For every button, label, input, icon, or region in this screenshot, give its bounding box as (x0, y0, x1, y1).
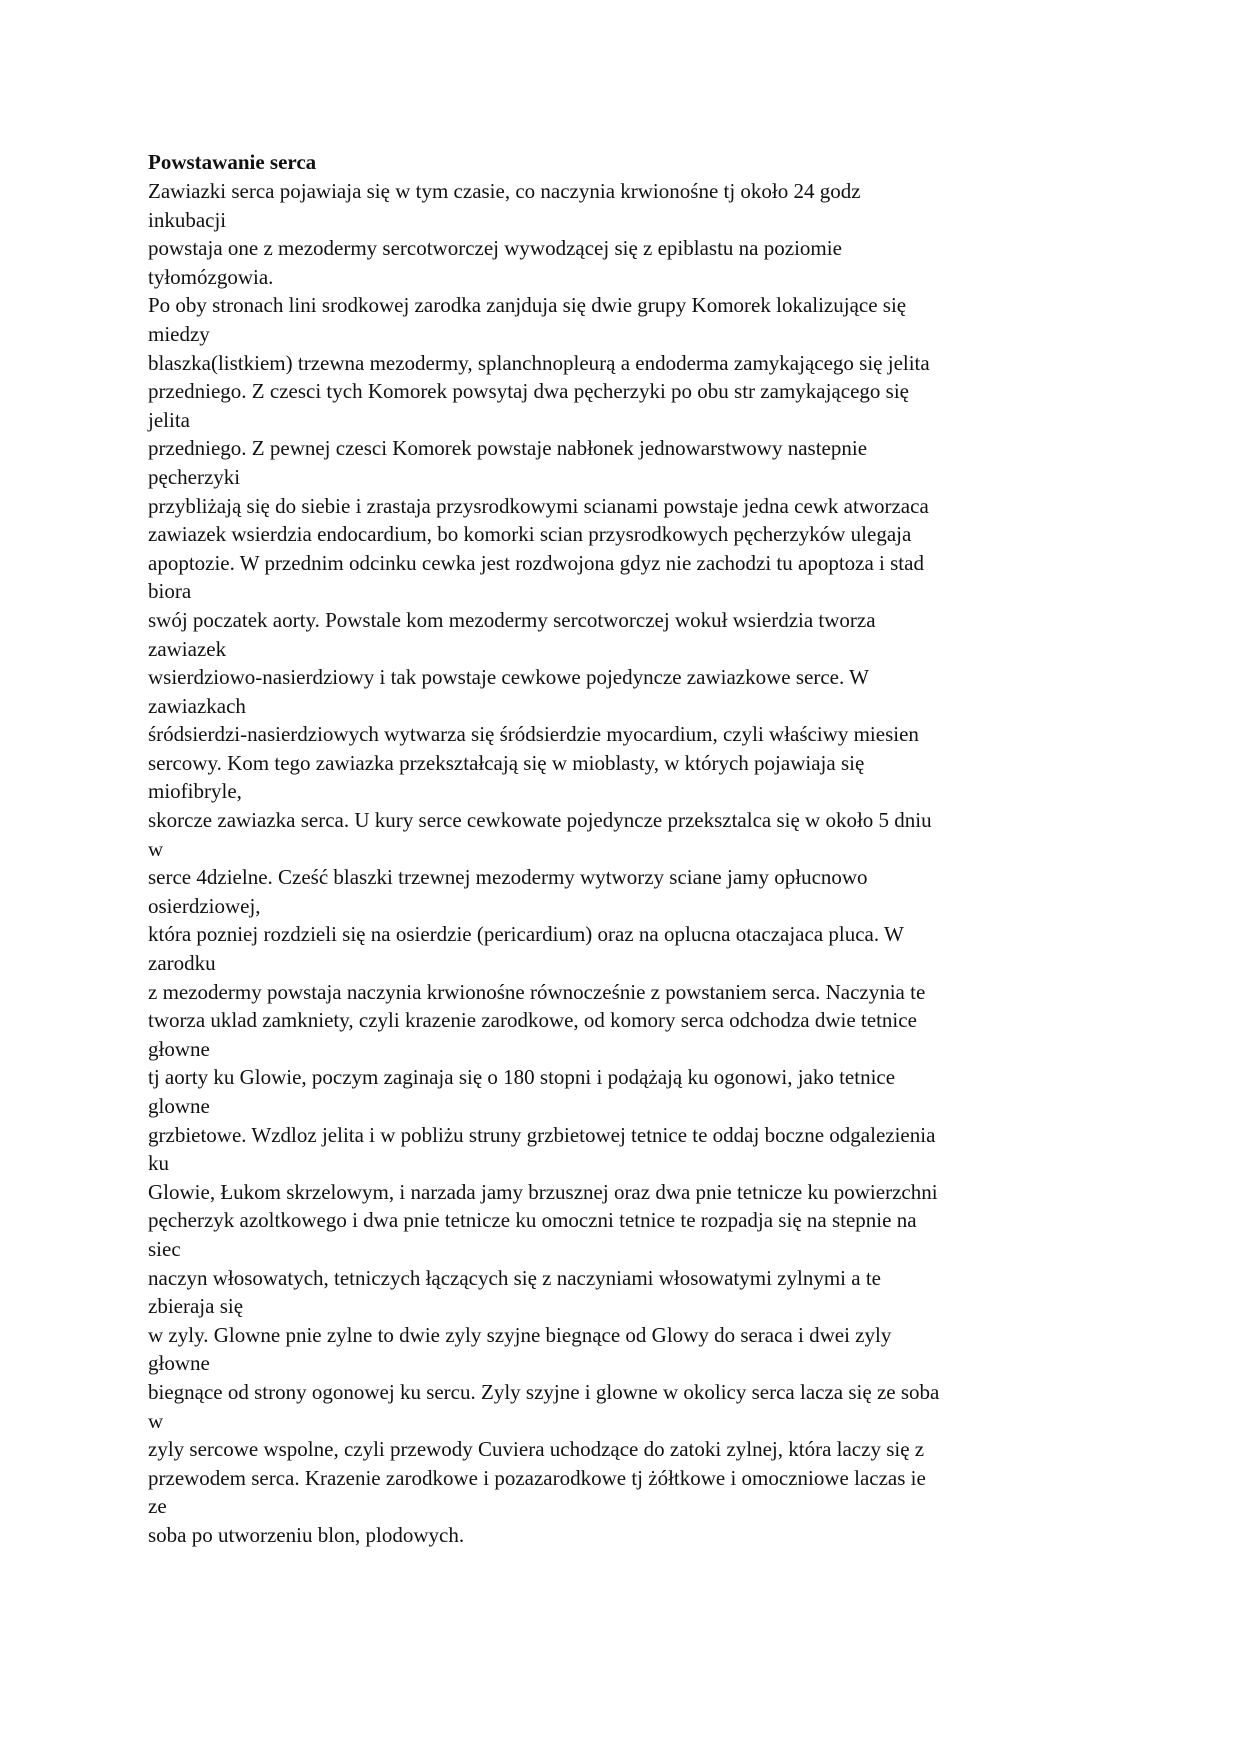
text-line: powstaja one z mezodermy sercotworczej wywodzącej się z epiblastu na poziomie (148, 236, 842, 261)
text-line: ku (148, 1151, 169, 1176)
text-line: pęcherzyk azoltkowego i dwa pnie tetnicze ku omoczni tetnice te rozpadja się na stepnie na (148, 1208, 917, 1233)
text-line: naczyn włosowatych, tetniczych łączących się z naczyniami włosowatymi zylnymi a te (148, 1265, 881, 1290)
text-line: ze (148, 1494, 167, 1519)
text-line: sercowy. Kom tego zawiazka przekształcają się w mioblasty, w których pojawiaja się (148, 750, 865, 775)
text-line: tworza uklad zamkniety, czyli krazenie zarodkowe, od komory serca odchodza dwie tetnice (148, 1008, 917, 1033)
text-line: głowne (148, 1036, 210, 1061)
text-line: przedniego. Z pewnej czesci Komorek powstaje nabłonek jednowarstwowy nastepnie (148, 436, 868, 461)
text-line: miofibryle, (148, 779, 242, 804)
text-line: grzbietowe. Wzdloz jelita i w pobliżu struny grzbietowej tetnice te oddaj boczne odgalezienia (148, 1122, 936, 1147)
text-line: osierdziowej, (148, 893, 261, 918)
text-line: skorcze zawiazka serca. U kury serce cewkowate pojedyncze przeksztalca się w około 5 dniu (148, 808, 932, 833)
text-line: w (148, 836, 164, 861)
text-line: przewodem serca. Krazenie zarodkowe i pozazarodkowe tj żółtkowe i omoczniowe laczas ie (148, 1465, 926, 1490)
document-text (148, 177, 1098, 1550)
text-line: zawiazek wsierdzia endocardium, bo komorki scian przysrodkowych pęcherzyków ulegaja (148, 522, 912, 547)
text-line: inkubacji (148, 207, 227, 232)
text-line: blaszka(listkiem) trzewna mezodermy, splanchnopleurą a endoderma zamykającego się jelita (148, 350, 930, 375)
text-line: zarodku (148, 951, 216, 976)
text-line: serce 4dzielne. Cześć blaszki trzewnej mezodermy wytworzy sciane jamy opłucnowo (148, 865, 868, 890)
text-line: apoptozie. W przednim odcinku cewka jest rozdwojona gdyz nie zachodzi tu apoptoza i stad (148, 550, 924, 575)
text-line: Glowie, Łukom skrzelowym, i narzada jamy brzusznej oraz dwa pnie tetnicze ku powierzchni (148, 1179, 938, 1204)
text-line: w zyly. Glowne pnie zylne to dwie zyly szyjne biegnące od Glowy do seraca i dwei zyly (148, 1322, 892, 1347)
text-line: w (148, 1408, 164, 1433)
text-line: która pozniej rozdzieli się na osierdzie (pericardium) oraz na oplucna otaczajaca pluca. W (148, 922, 904, 947)
text-line: wsierdziowo-nasierdziowy i tak powstaje cewkowe pojedyncze zawiazkowe serce. W (148, 665, 869, 690)
text-line: jelita (148, 407, 190, 432)
text-line: śródsierdzi-nasierdziowych wytwarza się śródsierdzie myocardium, czyli właściwy miesien (148, 722, 919, 747)
text-line: miedzy (148, 321, 210, 346)
text-line: siec (148, 1236, 181, 1261)
text-line: tj aorty ku Glowie, poczym zaginaja się o 180 stopni i podążają ku ogonowi, jako tetnice (148, 1065, 896, 1090)
text-line: zbieraja się (148, 1294, 244, 1319)
text-line: tyłomózgowia. (148, 264, 274, 289)
text-line: biora (148, 579, 192, 604)
text-line: glowne (148, 1094, 210, 1118)
text-line: przedniego. Z czesci tych Komorek powsytaj dwa pęcherzyki po obu str zamykającego się (148, 379, 909, 404)
text-line: Po oby stronach lini srodkowej zarodka zanjduja się dwie grupy Komorek lokalizujące się (148, 293, 907, 318)
text-line: zawiazek (148, 636, 227, 661)
text-line: Zawiazki serca pojawiaja się w tym czasie, co naczynia krwionośne tj około 24 godz (148, 179, 861, 203)
text-line: głowne (148, 1351, 210, 1376)
text-line: soba po utworzeniu blon, plodowych. (148, 1522, 465, 1547)
text-line: biegnące od strony ogonowej ku sercu. Zyly szyjne i glowne w okolicy serca lacza się ze soba (148, 1379, 940, 1404)
text-line: przybliżają się do siebie i zrastaja przysrodkowymi scianami powstaje jedna cewk atworzaca (148, 493, 929, 518)
text-line: z mezodermy powstaja naczynia krwionośne równocześnie z powstaniem serca. Naczynia te (148, 979, 926, 1004)
text-line: zyly sercowe wspolne, czyli przewody Cuviera uchodzące do zatoki zylnej, która laczy się z (148, 1437, 925, 1462)
text-line: swój poczatek aorty. Powstale kom mezodermy sercotworczej wokuł wsierdzia tworza (148, 607, 876, 632)
document-title: Powstawanie serca (148, 150, 317, 174)
document-body (148, 148, 1098, 1550)
text-line: pęcherzyki (148, 464, 241, 489)
text-line: zawiazkach (148, 693, 246, 718)
